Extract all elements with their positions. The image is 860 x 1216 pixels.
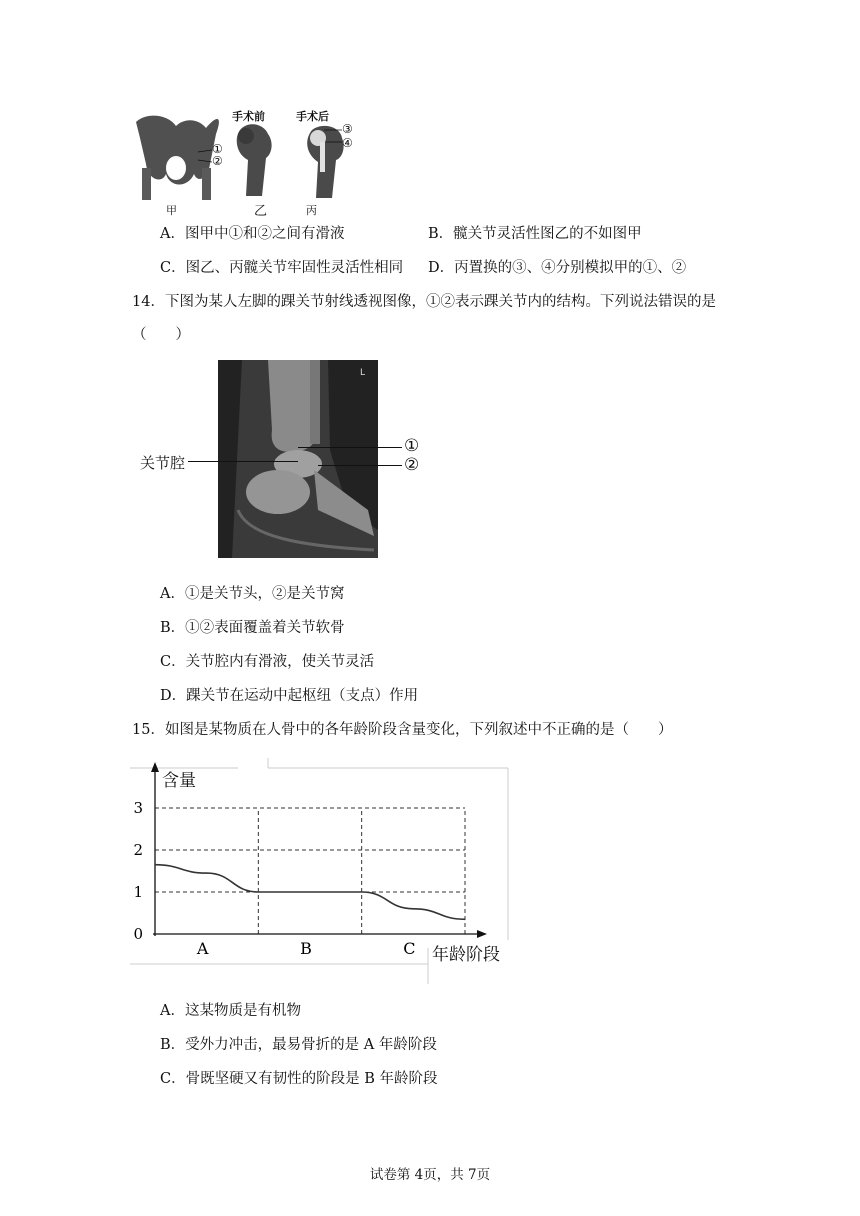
q15-option-c: C．骨既坚硬又有韧性的阶段是 B 年龄阶段: [160, 1071, 438, 1087]
q14-option-a: A．①是关节头，②是关节窝: [160, 586, 345, 602]
q15-stem: 15．如图是某物质在人骨中的各年龄阶段含量变化，下列叙述中不正确的是（ ）: [132, 722, 673, 738]
ytick-2: 2: [133, 841, 143, 859]
x-axis-arrow: [477, 930, 487, 938]
xray-corner-mark: L: [360, 368, 366, 378]
category-C: C: [403, 939, 416, 958]
q15-option-a: A．这某物质是有机物: [160, 1003, 301, 1019]
q15-option-b: B．受外力冲击，最易骨折的是 A 年龄阶段: [160, 1037, 437, 1053]
marker-1: ①: [212, 142, 223, 156]
q14-option-d: D．踝关节在运动中起枢纽（支点）作用: [160, 688, 419, 704]
ytick-1: 1: [133, 883, 143, 901]
ankle-xray-graphic: [218, 360, 378, 558]
ytick-3: 3: [133, 799, 143, 817]
ytick-0: 0: [133, 925, 143, 943]
cavity-label: 关节腔: [140, 454, 186, 472]
marker-4: ④: [342, 136, 353, 150]
chart-xlabel: 年龄阶段: [432, 945, 500, 965]
leader-line-1: [298, 447, 402, 448]
category-A: A: [196, 939, 209, 958]
hip-figure: [128, 108, 368, 220]
content-chart: [128, 758, 538, 986]
category-B: B: [300, 939, 312, 958]
caption-jia: 甲: [166, 204, 177, 217]
label-before-surgery: 手术前: [232, 110, 265, 123]
label-after-surgery: 手术后: [296, 110, 329, 123]
q13-option-b: B．髋关节灵活性图乙的不如图甲: [428, 226, 642, 242]
xray-marker-1: ①: [404, 436, 420, 456]
caption-bing: 丙: [306, 204, 317, 217]
hip-figure-graphic: [128, 108, 368, 220]
q13-option-a: A．图甲中①和②之间有滑液: [160, 226, 345, 242]
q14-option-c: C．关节腔内有滑液，使关节灵活: [160, 654, 375, 670]
ankle-xray: [218, 360, 378, 558]
q14-stem-blank: （ ）: [132, 327, 190, 343]
q13-option-d: D．丙置换的③、④分别模拟甲的①、②: [428, 260, 687, 276]
cavity-leader-line: [188, 461, 298, 462]
xray-marker-2: ②: [404, 455, 420, 475]
chart-ylabel: 含量: [162, 771, 196, 791]
y-axis-arrow: [151, 762, 159, 772]
q14-stem: 14．下图为某人左脚的踝关节射线透视图像，①②表示踝关节内的结构。下列说法错误的是: [132, 294, 716, 310]
data-curve: [155, 865, 465, 920]
leader-line-2: [318, 465, 402, 466]
q13-option-c: C．图乙、丙髋关节牢固性灵活性相同: [160, 260, 404, 276]
marker-2: ②: [212, 154, 223, 168]
caption-yi: 乙: [254, 204, 268, 219]
page-footer: 试卷第 4页，共 7页: [369, 1167, 491, 1183]
marker-3: ③: [342, 122, 353, 136]
q14-option-b: B．①②表面覆盖着关节软骨: [160, 620, 345, 636]
